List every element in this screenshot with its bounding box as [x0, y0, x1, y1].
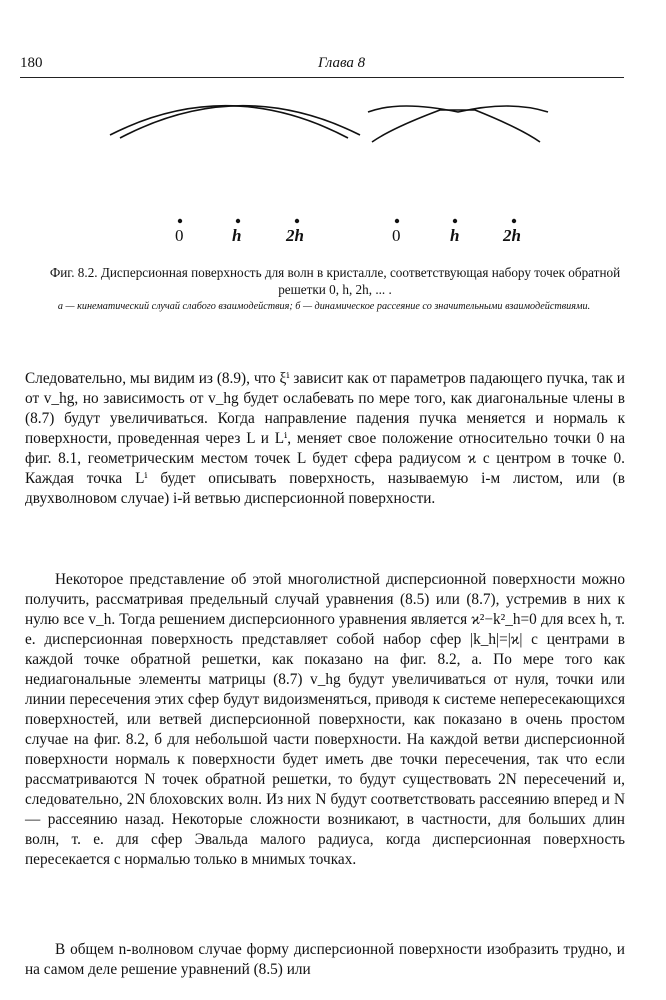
paragraph-2 [25, 570, 625, 870]
header-rule [20, 77, 624, 78]
panel-b-arcs [368, 106, 548, 142]
page-number: 180 [20, 55, 43, 71]
label-a-h: h [232, 226, 242, 245]
label-b-0: 0 [392, 226, 401, 245]
paragraph-3-text: В общем n-волновом случае форму дисперсионной поверхности изобразить трудно, и на самом деле решение уравнений (8.5) или [25, 941, 625, 978]
point-b-2h [512, 219, 516, 223]
figure-caption-legend: а — кинематический случай слабого взаимодействия; б — динамическое рассеяние со значительными взаимодействиями. [57, 301, 591, 312]
label-a-0: 0 [175, 226, 184, 245]
reciprocal-lattice-points [178, 219, 516, 223]
label-b-h: h [450, 226, 460, 245]
panel-b-upper-branch [368, 106, 548, 112]
point-a-2h [295, 219, 299, 223]
panel-b-lower-branch [372, 110, 540, 142]
label-a-2h: 2h [286, 226, 304, 245]
paragraph-2-text: Некоторое представление об этой многолистной дисперсионной поверхности можно получить, рассматривая предельный случай уравнения (8.5) или (8.7), устремив в них к нулю все v_h. Тогда решением дисперсионного уравнения является ϰ²−k²_h=0 для всех h, т. е. дисперсионная поверхность представляет собой набор сфер |k_h|=|ϰ| с центрами в каждой точке обратной решетки, как показано на фиг. 8.2, а. По мере того как недиагональные элементы матрицы (8.7) v_hg будут увеличиваться от нуля, точки или линии пересечения этих сфер будут видоизменяться, приводя к системе непересекающихся поверхностей, или ветвей дисперсионной поверхности, как показано в очень простом случае на фиг. 8.2, б для небольшой части поверхности. На каждой ветви дисперсионной поверхности нормаль к поверхности будет иметь две точки пересечения, так что если рассматриваются N точек обратной решетки, то будут существовать 2N пересечений и, следовательно, 2N блоховских волн. Из них N будут соответствовать рассеянию вперед и N — рассеянию назад. Некоторые сложности возникают, в частности, для больших длин волн, т. е. для сфер Эвальда малого радиуса, когда дисперсионная поверхность пересекается с нормалью только в мнимых точках. [25, 571, 625, 868]
paragraph-3 [25, 940, 625, 980]
point-a-0 [178, 219, 182, 223]
point-b-h [453, 219, 457, 223]
running-header [20, 55, 626, 77]
paragraph-1-text: Следовательно, мы видим из (8.9), что ξⁱ зависит как от параметров падающего пучка, так и от v_hg, но зависимость от v_hg будет ослабевать по мере того, как диагональные члены в (8.7) будут увеличиваться. Когда направление падения пучка меняется и нормаль к поверхности, проведенная через L и Lⁱ, меняет свое положение относительно точки 0 на фиг. 8.1, геометрическим местом точек L будет сфера радиусом ϰ с центром в точке 0. Каждая точка Lⁱ будет описывать поверхность, называемую i-м листом, или (в двухволновом случае) i-й ветвью дисперсионной поверхности. [25, 370, 625, 507]
paragraph-1 [25, 369, 625, 509]
point-b-0 [395, 219, 399, 223]
chapter-title: Глава 8 [318, 55, 366, 71]
label-b-2h: 2h [503, 226, 521, 245]
panel-a-arc-left [110, 106, 348, 138]
figure-caption: Фиг. 8.2. Дисперсионная поверхность для волн в кристалле, соответствующая набору точек обратной решетки 0, h, 2h, ... . [49, 265, 621, 297]
panel-a-arc-right [120, 106, 360, 138]
panel-a-arcs [110, 106, 360, 138]
figure-8-2 [0, 90, 666, 250]
point-a-h [236, 219, 240, 223]
